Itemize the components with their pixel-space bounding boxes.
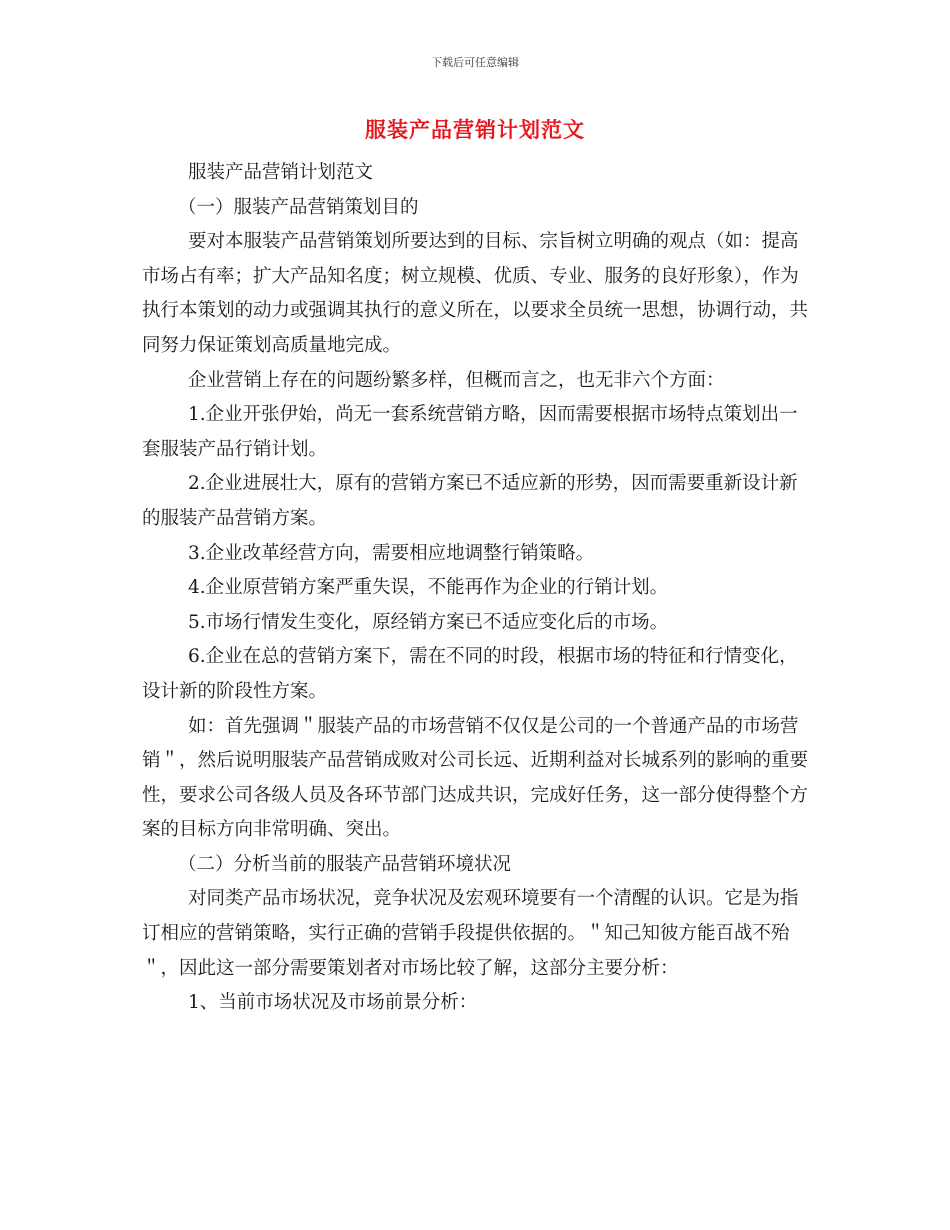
list-item: 1.企业开张伊始，尚无一套系统营销方略，因而需要根据市场特点策划出一套服装产品行销计划。: [142, 404, 798, 460]
paragraph: 服装产品营销计划范文: [188, 162, 374, 183]
paragraph: 要对本服装产品营销策划所要达到的目标、宗旨树立明确的观点（如：提高市场占有率；扩大产品知名度；树立规模、优质、专业、服务的良好形象），作为执行本策划的动力或强调其执行的意义所在，以要求全员统一思想，协调行动，共同努力保证策划高质量地完成。: [142, 231, 809, 356]
document-body: [142, 156, 810, 1021]
list-item: 5.市场行情发生变化，原经销方案已不适应变化后的市场。: [188, 611, 669, 633]
list-item: 4.企业原营销方案严重失误，不能再作为企业的行销计划。: [188, 577, 669, 599]
section-heading: （一）服装产品营销策划目的: [178, 196, 419, 218]
list-item: 2.企业进展壮大，原有的营销方案已不适应新的形势，因而需要重新设计新的服装产品营销方案。: [142, 473, 798, 529]
list-item: 1、当前市场状况及市场前景分析：: [188, 992, 478, 1014]
section-heading: （二）分析当前的服装产品营销环境状况: [178, 853, 512, 875]
paragraph: 对同类产品市场状况，竞争状况及宏观环境要有一个清醒的认识。它是为指订相应的营销策略，实行正确的营销手段提供依据的。＂知己知彼方能百战不殆＂，因此这一部分需要策划者对市场比较了解，这部分主要分析：: [142, 888, 799, 979]
list-item: 3.企业改革经营方向，需要相应地调整行销策略。: [188, 542, 595, 564]
list-item: 6.企业在总的营销方案下，需在不同的时段，根据市场的特征和行情变化，设计新的阶段性方案。: [142, 646, 798, 702]
document-title: 服装产品营销计划范文: [365, 117, 585, 142]
header-note: 下载后可任意编辑: [431, 56, 519, 69]
paragraph: 如：首先强调＂服装产品的市场营销不仅仅是公司的一个普通产品的市场营销＂，然后说明服装产品营销成败对公司长远、近期利益对长城系列的影响的重要性，要求公司各级人员及各环节部门达成共识，完成好任务，这一部分使得整个方案的目标方向非常明确、突出。: [142, 715, 809, 841]
paragraph: 企业营销上存在的问题纷繁多样，但概而言之，也无非六个方面：: [188, 369, 725, 391]
